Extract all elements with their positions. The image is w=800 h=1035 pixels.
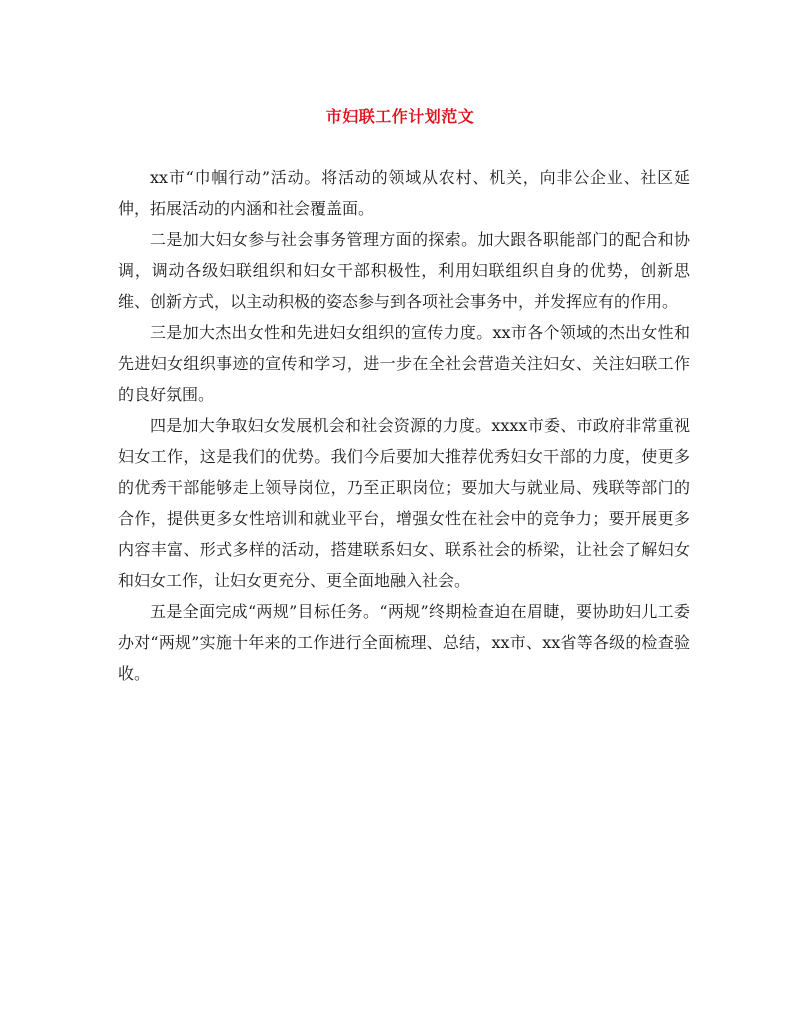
paragraph: 三是加大杰出女性和先进妇女组织的宣传力度。xx市各个领域的杰出女性和先进妇女组织事迹的宣传和学习，进一步在全社会营造关注妇女、关注妇联工作的良好氛围。: [118, 323, 690, 404]
paragraph: 二是加大妇女参与社会事务管理方面的探索。加大跟各职能部门的配合和协调，调动各级妇联组织和妇女干部积极性，利用妇联组织自身的优势，创新思维、创新方式，以主动积极的姿态参与到各项社会事务中，并发挥应有的作用。: [118, 230, 690, 311]
paragraph: 五是全面完成“两规”目标任务。“两规”终期检查迫在眉睫，要协助妇儿工委办对“两规”实施十年来的工作进行全面梳理、总结，xx市、xx省等各级的检查验收。: [118, 602, 690, 683]
paragraph: xx市“巾帼行动”活动。将活动的领域从农村、机关，向非公企业、社区延伸，拓展活动的内涵和社会覆盖面。: [118, 168, 690, 218]
document-body: [118, 162, 690, 689]
document-title: 市妇联工作计划范文: [325, 107, 475, 126]
paragraph: 四是加大争取妇女发展机会和社会资源的力度。xxxx市委、市政府非常重视妇女工作，这是我们的优势。我们今后要加大推荐优秀妇女干部的力度，使更多的优秀干部能够走上领导岗位，乃至正职岗位；要加大与就业局、残联等部门的合作，提供更多女性培训和就业平台，增强女性在社会中的竞争力；要开展更多内容丰富、形式多样的活动，搭建联系妇女、联系社会的桥梁，让社会了解妇女和妇女工作，让妇女更充分、更全面地融入社会。: [118, 416, 690, 590]
